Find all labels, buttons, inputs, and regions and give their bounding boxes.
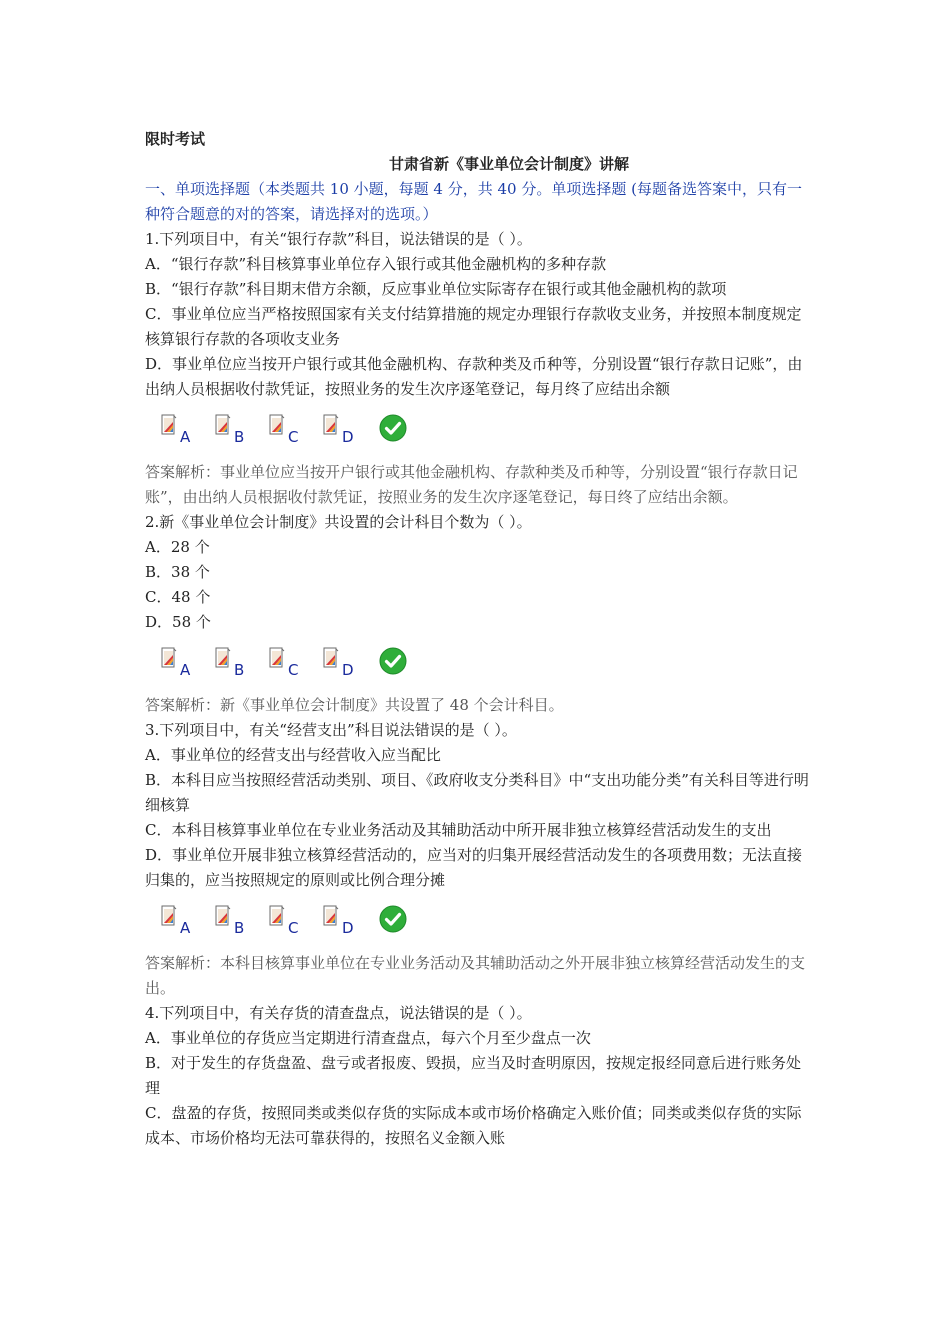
question-stem: 4.下列项目中，有关存货的清查盘点，说法错误的是（ ）。	[145, 1004, 532, 1022]
answer-row	[145, 637, 813, 685]
option-text: A．“银行存款”科目核算事业单位存入银行或其他金融机构的多种存款	[145, 255, 607, 273]
answer-option-letter: C	[288, 919, 299, 937]
check-icon[interactable]	[379, 414, 407, 442]
file-icon	[269, 905, 285, 927]
answer-option-b-button[interactable]	[215, 412, 269, 452]
file-icon	[161, 905, 177, 927]
question-stem: 3.下列项目中，有关“经营支出”科目说法错误的是（ ）。	[145, 721, 517, 739]
option-text: C．盘盈的存货，按照同类或类似存货的实际成本或市场价格确定入账价值；同类或类似存货的实际成本、市场价格均无法可靠获得的，按照名义金额入账	[145, 1104, 802, 1147]
file-icon	[161, 414, 177, 436]
option-text: D．事业单位应当按开户银行或其他金融机构、存款种类及币种等，分别设置“银行存款日记账”，由出纳人员根据收付款凭证，按照业务的发生次序逐笔登记，每月终了应结出余额	[145, 355, 803, 398]
option-text: C．48 个	[145, 588, 211, 606]
answer-option-b-button[interactable]	[215, 645, 269, 685]
answer-analysis: 答案解析：本科目核算事业单位在专业业务活动及其辅助活动之外开展非独立核算经营活动发生的支出。	[145, 954, 806, 997]
file-icon	[215, 414, 231, 436]
answer-option-d-button[interactable]	[323, 412, 377, 452]
answer-option-b-button[interactable]	[215, 903, 269, 943]
page-title: 甘肃省新《事业单位会计制度》讲解	[388, 155, 629, 173]
answer-option-c-button[interactable]	[269, 645, 323, 685]
option-text: B．本科目应当按照经营活动类别、项目、《政府收支分类科目》中“支出功能分类”有关科目等进行明细核算	[145, 771, 809, 814]
answer-option-letter: B	[234, 919, 245, 937]
file-icon	[323, 414, 339, 436]
check-icon[interactable]	[379, 905, 407, 933]
answer-option-letter: C	[288, 428, 299, 446]
question-list	[145, 227, 813, 1151]
answer-option-letter: D	[342, 661, 354, 679]
option-text: B．“银行存款”科目期末借方余额，反应事业单位实际寄存在银行或其他金融机构的款项	[145, 280, 727, 298]
option-text: C．本科目核算事业单位在专业业务活动及其辅助活动中所开展非独立核算经营活动发生的支出	[145, 821, 772, 839]
option-text: A．事业单位的存货应当定期进行清查盘点，每六个月至少盘点一次	[145, 1029, 591, 1047]
answer-option-letter: D	[342, 919, 354, 937]
answer-option-a-button[interactable]	[161, 903, 215, 943]
file-icon	[161, 647, 177, 669]
option-text: C．事业单位应当严格按照国家有关支付结算措施的规定办理银行存款收支业务，并按照本制度规定核算银行存款的各项收支业务	[145, 305, 802, 348]
option-text: B．对于发生的存货盘盈、盘亏或者报废、毁损，应当及时查明原因，按规定报经同意后进行账务处理	[145, 1054, 802, 1097]
section-intro: 一、单项选择题（本类题共 10 小题，每题 4 分，共 40 分。单项选择题 (每题备选答案中，只有一种符合题意的对的答案，请选择对的选项。）	[145, 180, 802, 223]
answer-option-a-button[interactable]	[161, 645, 215, 685]
question-stem: 1.下列项目中，有关“银行存款”科目，说法错误的是（ ）。	[145, 230, 532, 248]
file-icon	[215, 905, 231, 927]
question-block	[145, 510, 813, 718]
check-icon[interactable]	[379, 647, 407, 675]
answer-option-letter: A	[180, 919, 191, 937]
answer-option-letter: C	[288, 661, 299, 679]
question-block	[145, 1001, 813, 1151]
answer-option-c-button[interactable]	[269, 412, 323, 452]
question-block	[145, 718, 813, 1001]
answer-option-letter: A	[180, 661, 191, 679]
answer-row	[145, 895, 813, 943]
file-icon	[269, 414, 285, 436]
answer-option-letter: A	[180, 428, 191, 446]
option-text: A．28 个	[145, 538, 210, 556]
file-icon	[323, 647, 339, 669]
question-stem: 2.新《事业单位会计制度》共设置的会计科目个数为（ ）。	[145, 513, 532, 531]
file-icon	[269, 647, 285, 669]
option-text: A．事业单位的经营支出与经营收入应当配比	[145, 746, 441, 764]
question-block	[145, 227, 813, 510]
answer-option-letter: B	[234, 428, 245, 446]
file-icon	[215, 647, 231, 669]
answer-option-letter: B	[234, 661, 245, 679]
answer-option-letter: D	[342, 428, 354, 446]
option-text: D．事业单位开展非独立核算经营活动的，应当对的归集开展经营活动发生的各项费用数；无法直接归集的，应当按照规定的原则或比例合理分摊	[145, 846, 803, 889]
answer-option-c-button[interactable]	[269, 903, 323, 943]
option-text: B．38 个	[145, 563, 210, 581]
answer-analysis: 答案解析：新《事业单位会计制度》共设置了 48 个会计科目。	[145, 696, 564, 714]
file-icon	[323, 905, 339, 927]
answer-analysis: 答案解析：事业单位应当按开户银行或其他金融机构、存款种类及币种等，分别设置“银行存款日记账”，由出纳人员根据收付款凭证，按照业务的发生次序逐笔登记，每日终了应结出余额。	[145, 463, 798, 506]
answer-option-d-button[interactable]	[323, 645, 377, 685]
exam-label: 限时考试	[145, 130, 206, 148]
answer-option-a-button[interactable]	[161, 412, 215, 452]
answer-row	[145, 404, 813, 452]
option-text: D．58 个	[145, 613, 211, 631]
answer-option-d-button[interactable]	[323, 903, 377, 943]
document-body	[145, 127, 813, 1151]
